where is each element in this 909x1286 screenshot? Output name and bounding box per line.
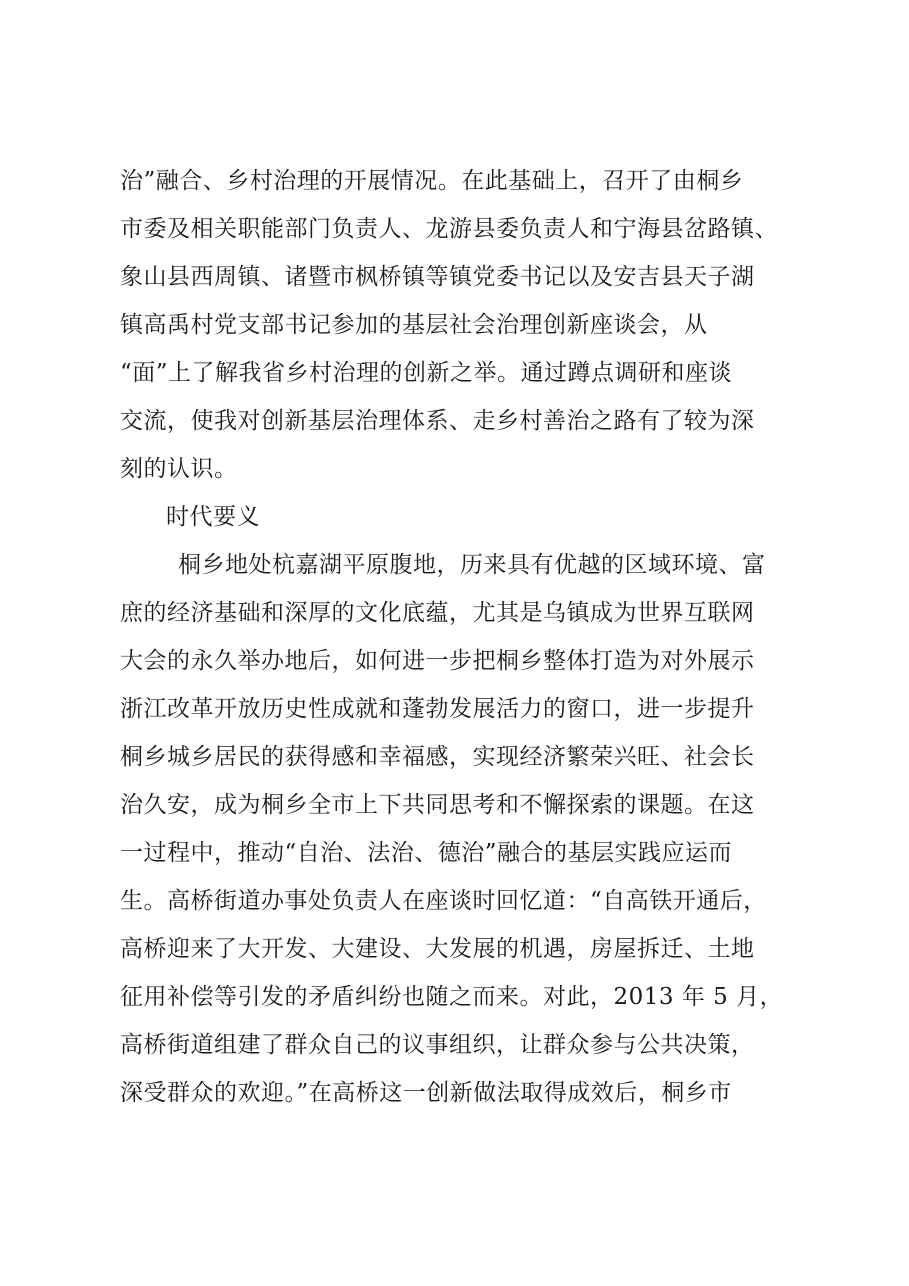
paragraph-line: 庶的经济基础和深厚的文化底蕴，尤其是乌镇成为世界互联网	[120, 600, 755, 626]
section-heading: 时代要义	[166, 504, 260, 530]
paragraph-line: 征用补偿等引发的矛盾纠纷也随之而来。对此，2013 年 5 月，	[120, 984, 784, 1010]
paragraph-line: 桐乡地处杭嘉湖平原腹地，历来具有优越的区域环境、富	[178, 552, 766, 578]
paragraph-line: 高桥街道组建了群众自己的议事组织，让群众参与公共决策，	[120, 1032, 755, 1058]
paragraph-line: 象山县西周镇、诸暨市枫桥镇等镇党委书记以及安吉县天子湖	[120, 264, 755, 290]
paragraph-line: 桐乡城乡居民的获得感和幸福感，实现经济繁荣兴旺、社会长	[120, 744, 755, 770]
paragraph-line: 生。高桥街道办事处负责人在座谈时回忆道：“自高铁开通后，	[120, 888, 767, 914]
paragraph-line: 镇高禹村党支部书记参加的基层社会治理创新座谈会，从	[120, 312, 708, 338]
paragraph-line: “面”上了解我省乡村治理的创新之举。通过蹲点调研和座谈	[120, 360, 733, 386]
paragraph-line: 治”融合、乡村治理的开展情况。在此基础上，召开了由桐乡	[120, 168, 744, 194]
paragraph-line: 市委及相关职能部门负责人、龙游县委负责人和宁海县岔路镇、	[120, 216, 778, 242]
paragraph-line: 浙江改革开放历史性成就和蓬勃发展活力的窗口，进一步提升	[120, 696, 755, 722]
paragraph-1	[120, 157, 820, 493]
paragraph-line: 高桥迎来了大开发、大建设、大发展的机遇，房屋拆迁、土地	[120, 936, 755, 962]
paragraph-line: 刻的认识。	[120, 456, 238, 482]
paragraph-line: 治久安，成为桐乡全市上下共同思考和不懈探索的课题。在这	[120, 792, 755, 818]
paragraph-2	[120, 541, 820, 1117]
paragraph-line: 一过程中，推动“自治、法治、德治”融合的基层实践应运而	[120, 840, 733, 866]
paragraph-line: 深受群众的欢迎。”在高桥这一创新做法取得成效后，桐乡市	[120, 1080, 732, 1106]
paragraph-line: 大会的永久举办地后，如何进一步把桐乡整体打造为对外展示	[120, 648, 755, 674]
document-body	[120, 157, 820, 1117]
paragraph-line: 交流，使我对创新基层治理体系、走乡村善治之路有了较为深	[120, 408, 755, 434]
